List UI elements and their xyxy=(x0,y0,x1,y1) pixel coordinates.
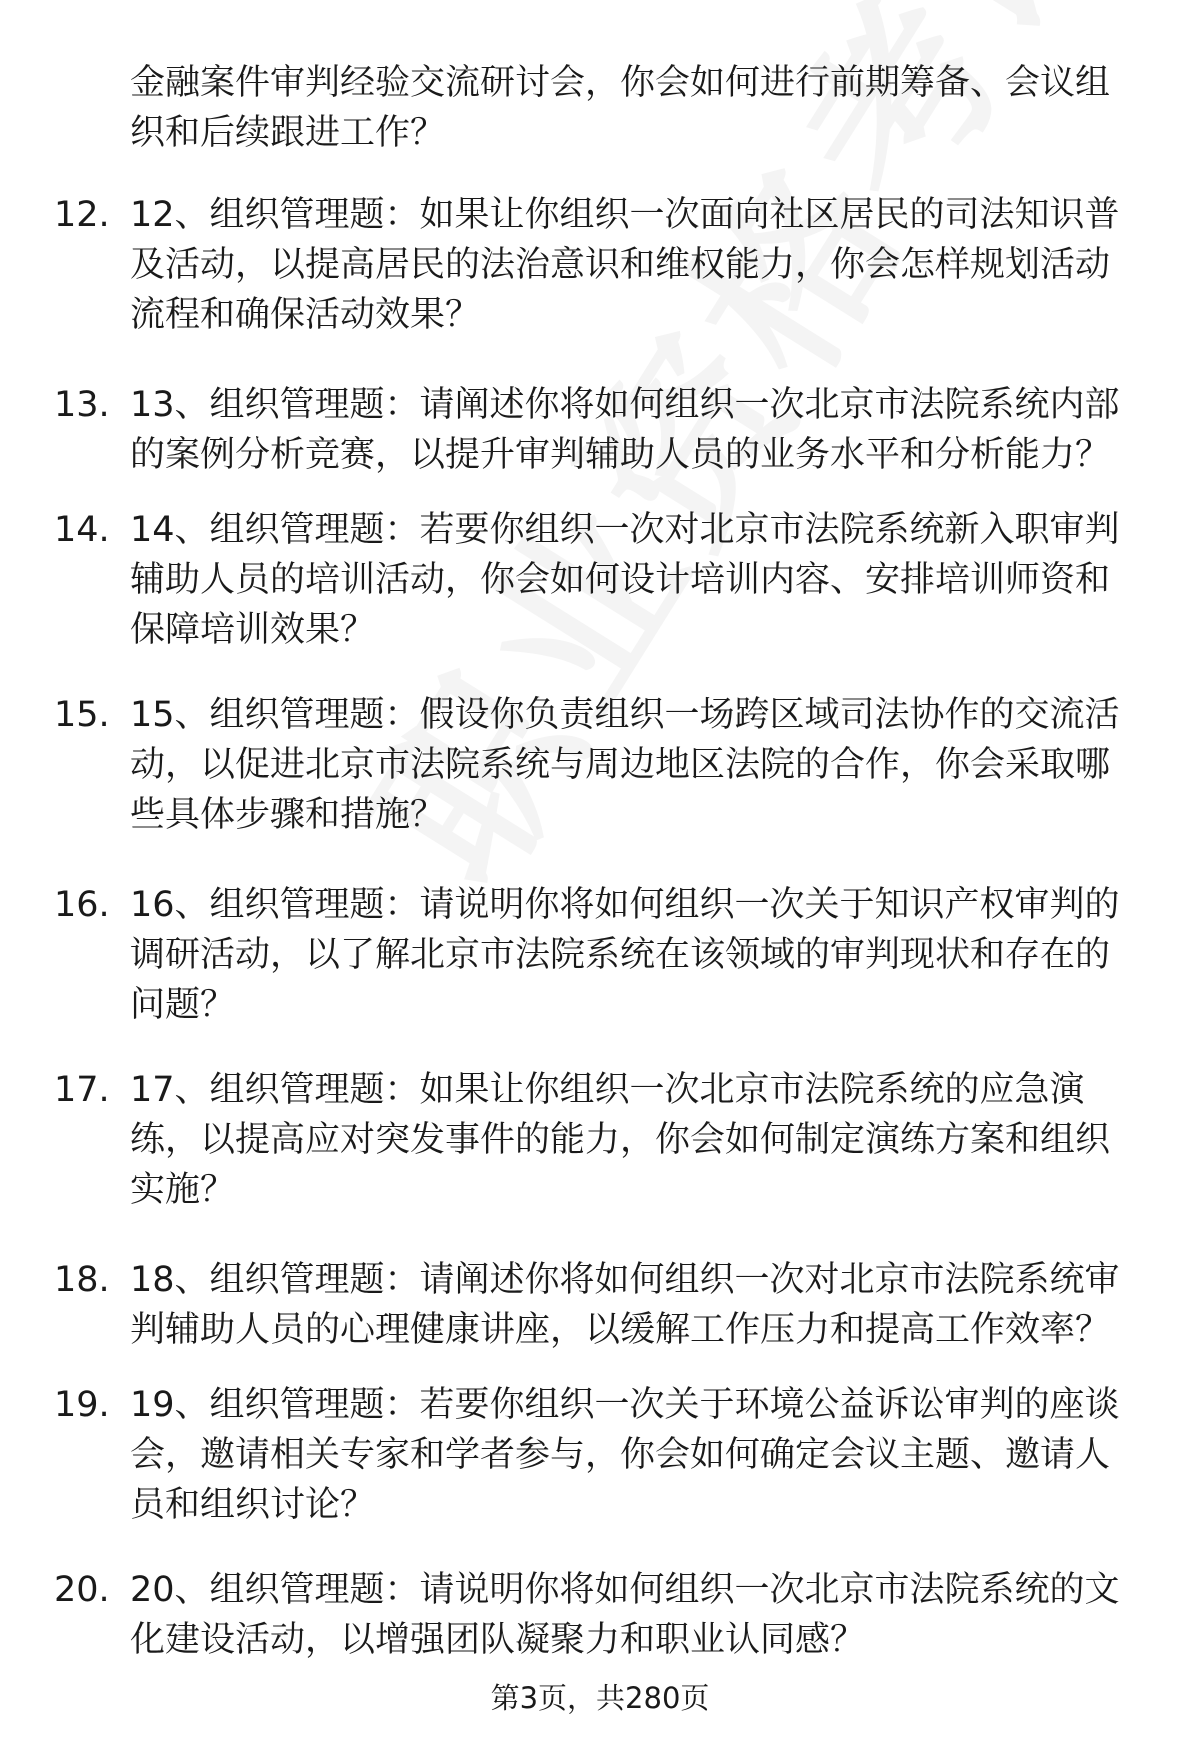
list-item xyxy=(0,1065,1200,1215)
list-item-text: 13、组织管理题：请阐述你将如何组织一次北京市法院系统内部的案例分析竞赛，以提升审判辅助人员的业务水平和分析能力？ xyxy=(130,385,1120,475)
list-item-number: 20. xyxy=(54,1570,110,1610)
list-item xyxy=(0,505,1200,655)
list-item-text: 12、组织管理题：如果让你组织一次面向社区居民的司法知识普及活动，以提高居民的法治意识和维权能力，你会怎样规划活动流程和确保活动效果？ xyxy=(130,195,1120,335)
list-item xyxy=(0,690,1200,840)
list-item-number: 19. xyxy=(54,1385,110,1425)
list-item xyxy=(0,190,1200,340)
list-item xyxy=(0,380,1200,480)
list-item-text: 16、组织管理题：请说明你将如何组织一次关于知识产权审判的调研活动，以了解北京市法院系统在该领域的审判现状和存在的问题？ xyxy=(130,885,1120,1025)
list-item-text: 17、组织管理题：如果让你组织一次北京市法院系统的应急演练，以提高应对突发事件的能力，你会如何制定演练方案和组织实施？ xyxy=(130,1070,1111,1210)
list-item-text: 18、组织管理题：请阐述你将如何组织一次对北京市法院系统审判辅助人员的心理健康讲座，以缓解工作压力和提高工作效率？ xyxy=(130,1260,1120,1350)
list-item-number: 15. xyxy=(54,695,110,735)
list-item xyxy=(0,1255,1200,1355)
question-list xyxy=(0,190,1200,1660)
list-item-text: 19、组织管理题：若要你组织一次关于环境公益诉讼审判的座谈会，邀请相关专家和学者参与，你会如何确定会议主题、邀请人员和组织讨论？ xyxy=(130,1385,1120,1525)
page-footer: 第3页，共280页 xyxy=(490,1681,710,1715)
list-item-number: 17. xyxy=(54,1070,110,1110)
continued-question-text: 金融案件审判经验交流研讨会，你会如何进行前期筹备、会议组织和后续跟进工作？ xyxy=(130,63,1111,153)
list-item-text: 20、组织管理题：请说明你将如何组织一次北京市法院系统的文化建设活动，以增强团队凝聚力和职业认同感？ xyxy=(130,1570,1120,1660)
list-item-number: 16. xyxy=(54,885,110,925)
list-item-text: 15、组织管理题：假设你负责组织一场跨区域司法协作的交流活动，以促进北京市法院系统与周边地区法院的合作，你会采取哪些具体步骤和措施？ xyxy=(130,695,1120,835)
list-item-number: 12. xyxy=(54,195,110,235)
list-item-number: 13. xyxy=(54,385,110,425)
list-item-text: 14、组织管理题：若要你组织一次对北京市法院系统新入职审判辅助人员的培训活动，你会如何设计培训内容、安排培训师资和保障培训效果？ xyxy=(130,510,1120,650)
list-item-number: 18. xyxy=(54,1260,110,1300)
list-item xyxy=(0,1565,1200,1665)
list-item-number: 14. xyxy=(54,510,110,550)
list-item xyxy=(0,880,1200,1030)
list-item xyxy=(0,1380,1200,1530)
